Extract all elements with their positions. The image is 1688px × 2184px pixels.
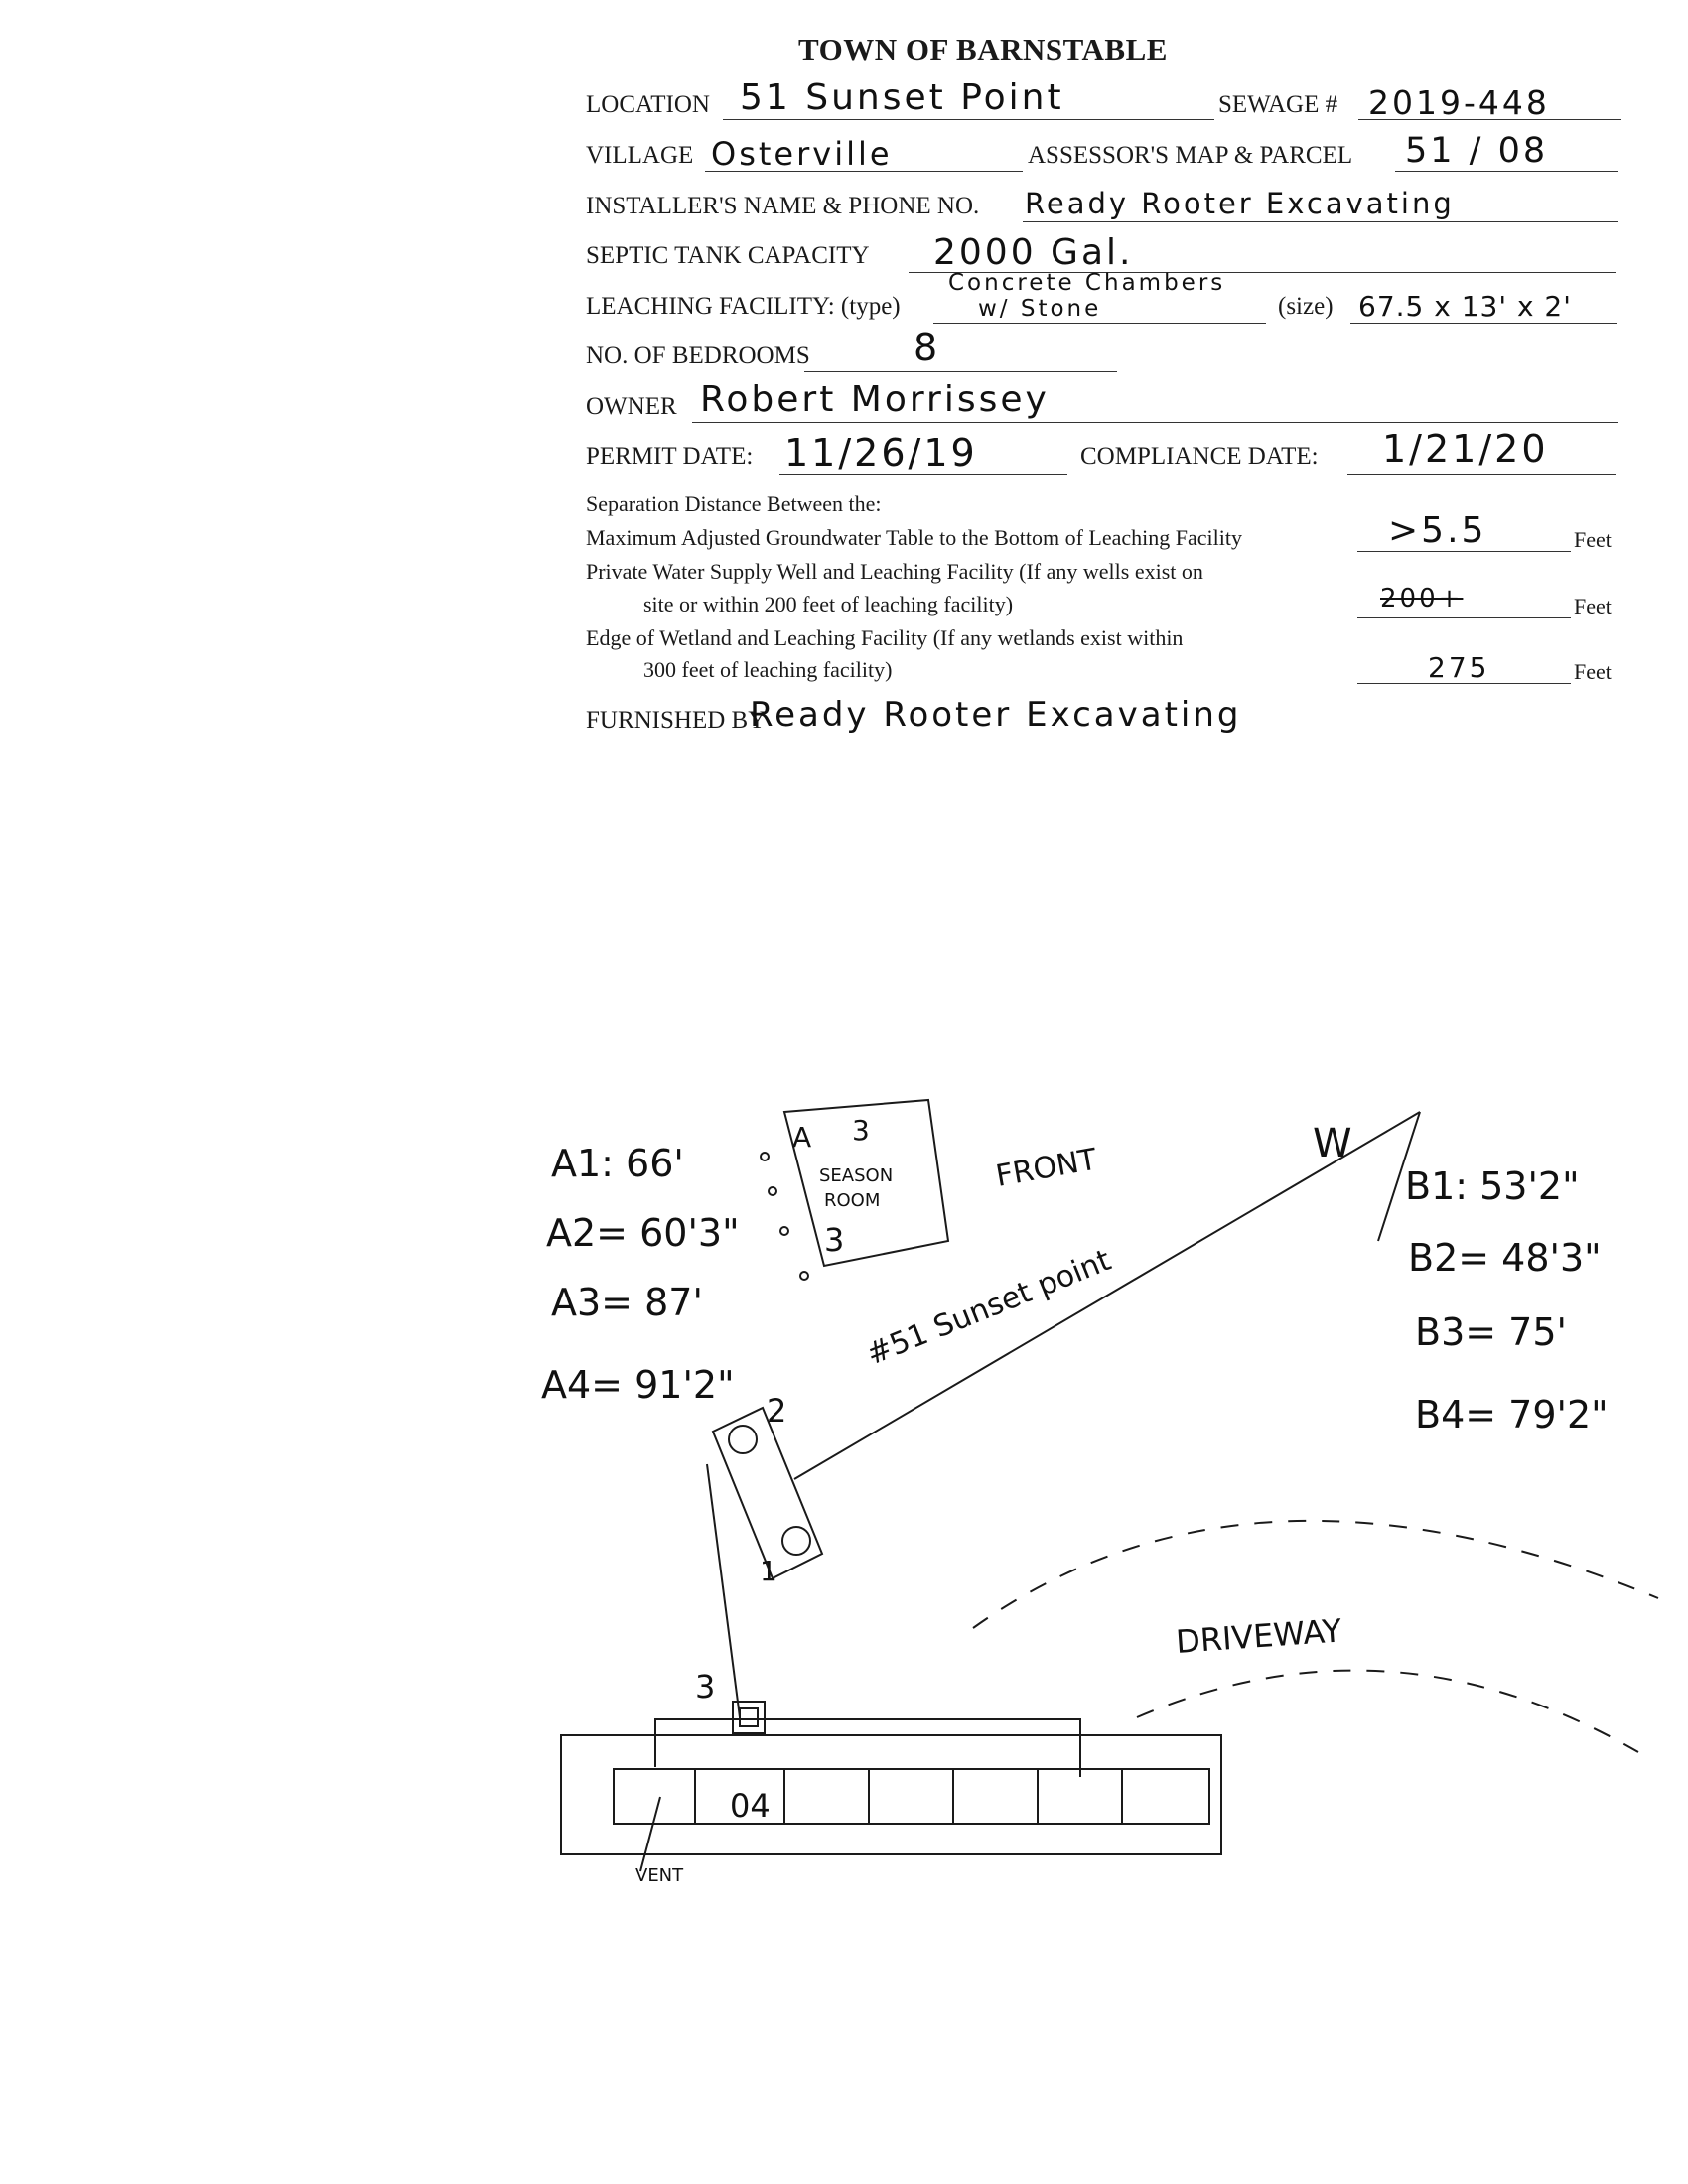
size-value: 67.5 x 13' x 2' — [1358, 290, 1572, 323]
bedrooms-value: 8 — [914, 326, 941, 369]
groundwater-feet: Feet — [1574, 527, 1612, 552]
furnished-by-label: FURNISHED BY — [586, 707, 767, 734]
room-label-a: A — [792, 1121, 812, 1154]
septic-label: SEPTIC TANK CAPACITY — [586, 242, 870, 269]
leaching-label: LEACHING FACILITY: (type) — [586, 293, 901, 320]
vent-label: VENT — [635, 1865, 684, 1886]
leaching-chambers — [614, 1769, 1209, 1824]
separation-heading: Separation Distance Between the: — [586, 491, 882, 516]
tank-number-1: 1 — [760, 1555, 777, 1587]
permit-date-label: PERMIT DATE: — [586, 443, 754, 470]
assessor-value: 51 / 08 — [1405, 131, 1549, 171]
leaching-type-value-2: w/ Stone — [978, 296, 1102, 322]
tie-b2: B2= 48'3" — [1408, 1236, 1602, 1280]
wetland-label-2: 300 feet of leaching facility) — [643, 657, 893, 682]
bedrooms-label: NO. OF BEDROOMS — [586, 342, 810, 369]
room-text-2: ROOM — [824, 1190, 881, 1211]
village-label: VILLAGE — [586, 142, 694, 169]
septic-value: 2000 Gal. — [933, 232, 1134, 273]
front-label: FRONT — [993, 1142, 1100, 1194]
well-label-2: site or within 200 feet of leaching facility) — [643, 592, 1014, 616]
wetland-label-1: Edge of Wetland and Leaching Facility (If any wetlands exist within — [586, 625, 1184, 650]
village-value: Osterville — [711, 135, 893, 173]
sewage-value: 2019-448 — [1368, 83, 1550, 122]
well-label-1: Private Water Supply Well and Leaching Facility (If any wells exist on — [586, 559, 1203, 584]
tank-number-2: 2 — [767, 1392, 787, 1430]
sewage-label: SEWAGE # — [1218, 91, 1338, 118]
wetland-value: 275 — [1428, 651, 1490, 684]
groundwater-label: Maximum Adjusted Groundwater Table to the Bottom of Leaching Facility — [586, 525, 1242, 550]
driveway-edge-2 — [1137, 1671, 1638, 1752]
size-label: (size) — [1278, 293, 1334, 320]
location-label: LOCATION — [586, 91, 710, 118]
tie-a2: A2= 60'3" — [546, 1211, 740, 1255]
dbox-number-4: 04 — [730, 1787, 771, 1825]
wetland-feet: Feet — [1574, 659, 1612, 684]
w-marker: W — [1313, 1121, 1352, 1166]
tank-inlet-circle — [729, 1426, 757, 1453]
tie-b3: B3= 75' — [1415, 1310, 1567, 1354]
leaching-type-value-1: Concrete Chambers — [948, 270, 1226, 296]
owner-value: Robert Morrissey — [700, 379, 1050, 420]
room-text-1: SEASON — [819, 1165, 894, 1186]
distribution-box-inner — [740, 1708, 758, 1726]
well-value: 200+ — [1380, 584, 1464, 614]
room-label-3: 3 — [852, 1114, 870, 1147]
vent-pipe — [640, 1797, 660, 1871]
page-title: TOWN OF BARNSTABLE — [798, 32, 1168, 67]
address-label: #51 Sunset point — [861, 1242, 1116, 1373]
dbox-number-3: 3 — [695, 1668, 716, 1706]
furnished-by-value: Ready Rooter Excavating — [750, 695, 1242, 735]
tie-a1: A1: 66' — [551, 1142, 684, 1185]
compliance-date-value: 1/21/20 — [1382, 427, 1549, 471]
driveway-label: DRIVEWAY — [1174, 1611, 1343, 1661]
tie-b1: B1: 53'2" — [1405, 1164, 1580, 1208]
location-value: 51 Sunset Point — [740, 77, 1064, 118]
tank-outlet-circle — [782, 1527, 810, 1555]
assessor-label: ASSESSOR'S MAP & PARCEL — [1028, 142, 1353, 169]
permit-date-value: 11/26/19 — [784, 431, 978, 475]
installer-value: Ready Rooter Excavating — [1025, 187, 1455, 220]
tie-b4: B4= 79'2" — [1415, 1393, 1609, 1436]
tie-a4: A4= 91'2" — [541, 1363, 735, 1407]
owner-label: OWNER — [586, 393, 677, 420]
well-feet: Feet — [1574, 594, 1612, 618]
installer-label: INSTALLER'S NAME & PHONE NO. — [586, 193, 980, 219]
room-number-3: 3 — [824, 1221, 845, 1259]
groundwater-value: >5.5 — [1388, 510, 1487, 551]
compliance-date-label: COMPLIANCE DATE: — [1080, 443, 1319, 470]
driveway-edge-1 — [973, 1521, 1658, 1628]
tie-a3: A3= 87' — [551, 1281, 703, 1324]
